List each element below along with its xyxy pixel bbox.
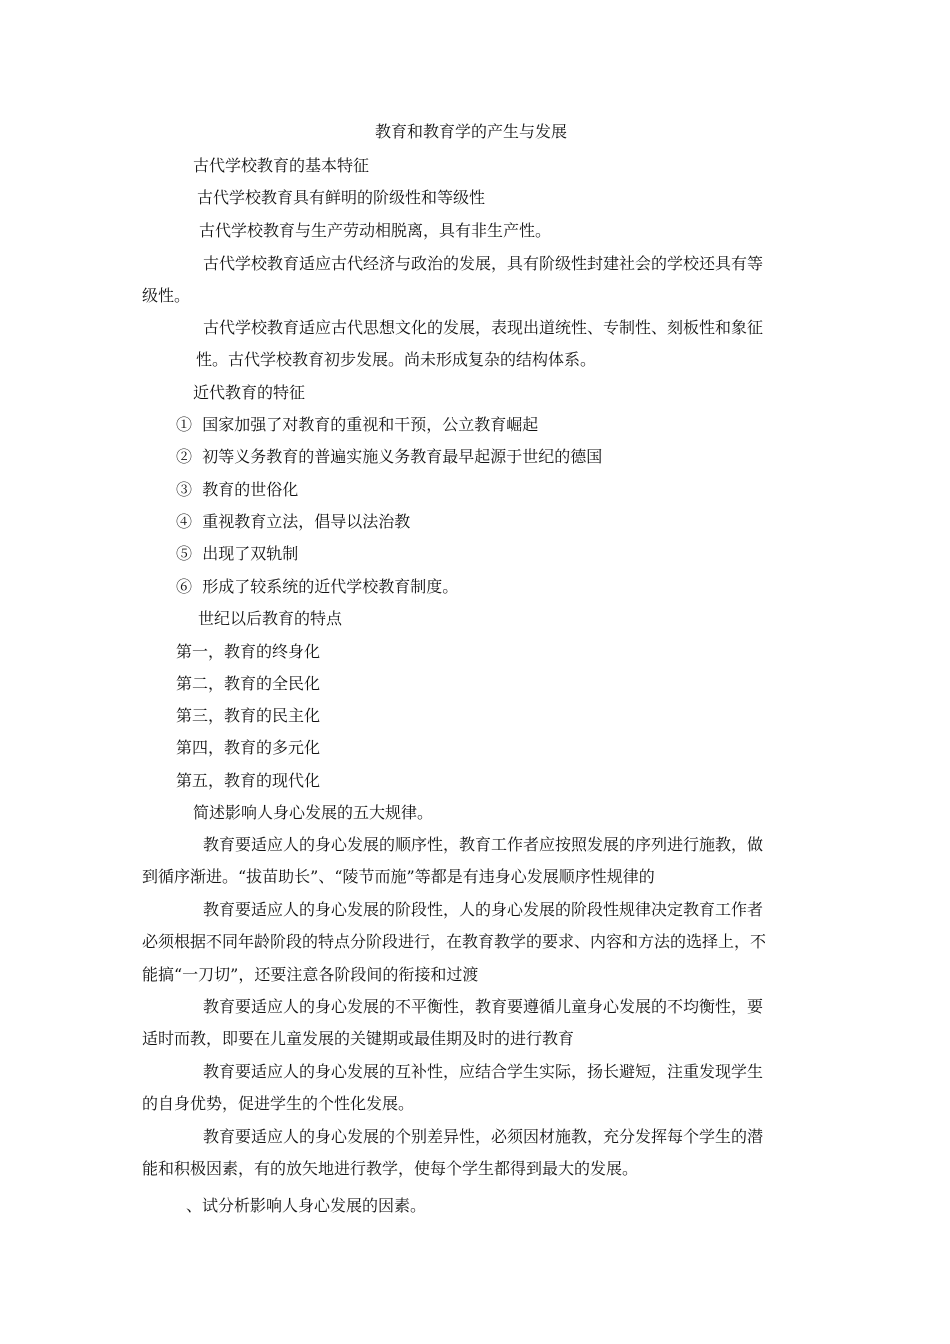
paragraph-line: 古代学校教育适应古代经济与政治的发展，具有阶级性封建社会的学校还具有等 [203,254,764,273]
list-item [176,480,298,500]
list-text: 出现了双轨制 [202,544,299,563]
paragraph-line: 必须根据不同年龄阶段的特点分阶段进行，在教育教学的要求、内容和方法的选择上，不 [142,932,767,951]
list-item: 第三，教育的民主化 [176,706,321,725]
paragraph-line: 教育要适应人的身心发展的个别差异性，必须因材施教，充分发挥每个学生的潜 [203,1127,764,1146]
list-number: ① [176,415,193,434]
paragraph-line: 级性。 [142,286,191,305]
list-number: ② [176,447,193,466]
list-item [176,415,538,435]
paragraph-line: 能搞“一刀切”，还要注意各阶段间的衔接和过渡 [142,965,479,984]
list-text: 教育的世俗化 [202,480,299,499]
list-text: 国家加强了对教育的重视和干预，公立教育崛起 [202,415,539,434]
list-text: 初等义务教育的普遍实施义务教育最早起源于世纪的德国 [202,447,603,466]
paragraph-line: 古代学校教育与生产劳动相脱离，具有非生产性。 [199,221,552,240]
list-item [176,577,458,597]
paragraph-line: 到循序渐进。“拔苗助长”、“陵节而施”等都是有违身心发展顺序性规律的 [142,867,655,886]
paragraph-line: 教育要适应人的身心发展的顺序性，教育工作者应按照发展的序列进行施教，做 [203,835,764,854]
paragraph-line: 教育要适应人的身心发展的不平衡性，教育要遵循儿童身心发展的不均衡性，要 [203,997,764,1016]
list-number: ④ [176,512,193,531]
paragraph-line: 古代学校教育具有鲜明的阶级性和等级性 [197,188,486,207]
list-number: ③ [176,480,193,499]
list-text: 重视教育立法，倡导以法治教 [202,512,411,531]
list-text: 形成了较系统的近代学校教育制度。 [202,577,459,596]
paragraph-line: 古代学校教育适应古代思想文化的发展，表现出道统性、专制性、刻板性和象征 [203,318,764,337]
list-item: 第一，教育的终身化 [176,642,321,661]
list-item [176,512,410,532]
document-title: 教育和教育学的产生与发展 [375,122,568,141]
paragraph-line: 能和积极因素，有的放矢地进行教学，使每个学生都得到最大的发展。 [142,1159,639,1178]
list-number: ⑤ [176,544,193,563]
list-item: 第五，教育的现代化 [176,771,321,790]
section-heading-factors: 、试分析影响人身心发展的因素。 [186,1196,427,1215]
list-item [176,447,602,467]
list-item [176,544,298,564]
section-heading-ancient: 古代学校教育的基本特征 [193,156,370,175]
section-heading-modern: 近代教育的特征 [193,383,306,402]
paragraph-line: 教育要适应人的身心发展的互补性，应结合学生实际，扬长避短，注重发现学生 [203,1062,764,1081]
section-heading-laws: 简述影响人身心发展的五大规律。 [193,803,434,822]
list-number: ⑥ [176,577,193,596]
paragraph-line: 教育要适应人的身心发展的阶段性，人的身心发展的阶段性规律决定教育工作者 [203,900,764,919]
paragraph-line: 的自身优势，促进学生的个性化发展。 [142,1094,415,1113]
section-heading-contemporary: 世纪以后教育的特点 [198,609,343,628]
paragraph-line: 适时而教，即要在儿童发展的关键期或最佳期及时的进行教育 [142,1029,575,1048]
list-item: 第二，教育的全民化 [176,674,321,693]
list-item: 第四，教育的多元化 [176,738,321,757]
paragraph-line: 性。古代学校教育初步发展。尚未形成复杂的结构体系。 [196,350,597,369]
